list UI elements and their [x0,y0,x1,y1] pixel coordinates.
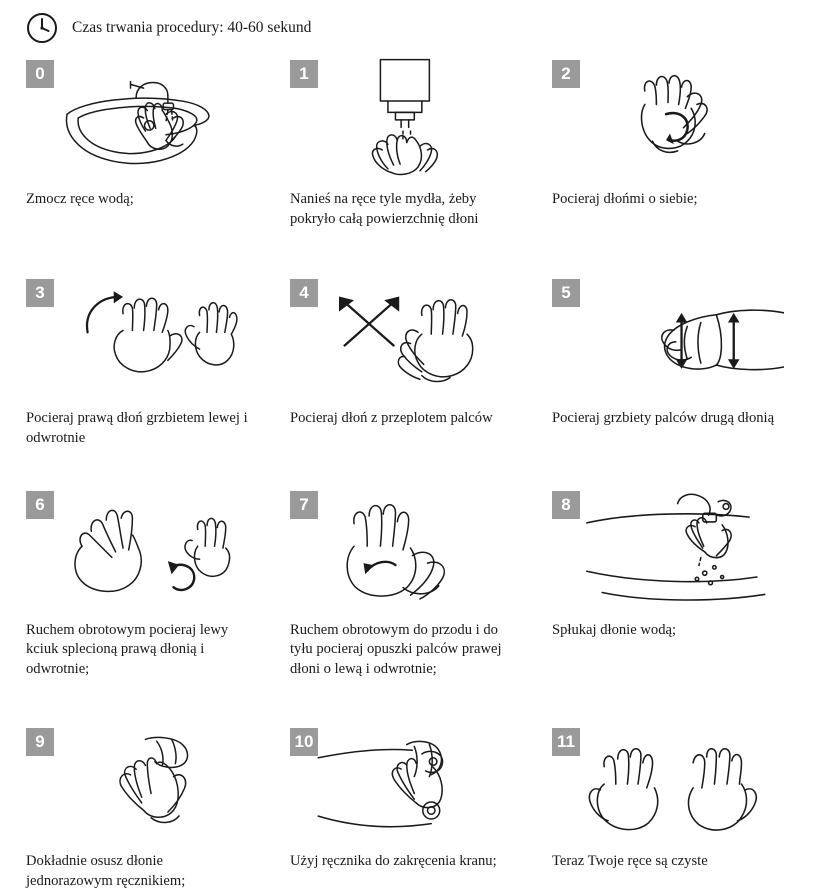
step-caption-3: Pocieraj prawą dłoń grzbietem lewej i odwrotnie [26,410,248,447]
step-illustration-1-wrap [290,56,516,182]
step-card-2 [534,56,802,229]
step-card-0 [0,56,268,229]
towel-close-tap-icon [290,724,516,848]
dry-hands-towel-icon [26,724,250,848]
step-illustration-0-wrap [26,56,250,182]
step-illustration-7-wrap [290,487,516,613]
step-caption-11: Teraz Twoje ręce są czyste [552,852,708,869]
step-card-11 [534,724,802,891]
soap-dispenser-icon [290,56,516,180]
step-illustration-4-wrap [290,275,516,401]
step-card-6 [0,487,268,680]
step-caption-9: Dokładnie osusz dłonie jednorazowym ręcznikiem; [26,852,186,889]
step-illustration-11-wrap [552,724,784,844]
step-badge-6: 6 [26,491,54,519]
step-illustration-6-wrap [26,487,250,613]
step-badge-3: 3 [26,279,54,307]
procedure-duration-text: Czas trwania procedury: 40-60 sekund [72,19,312,36]
step-illustration-9-wrap [26,724,250,844]
step-illustration-10-wrap [290,724,516,844]
rotational-thumb-icon [26,487,250,611]
step-caption-2: Pocieraj dłońmi o siebie; [552,191,698,207]
step-card-1 [268,56,534,229]
step-illustration-8-wrap [552,487,784,613]
fingertips-rotation-icon [290,487,516,611]
step-illustration-5-wrap [552,275,784,401]
step-caption-10: Użyj ręcznika do zakręcenia kranu; [290,852,497,869]
step-card-4 [268,275,534,448]
step-card-10 [268,724,534,891]
step-illustration-3-wrap [26,275,250,401]
step-caption-0: Zmocz ręce wodą; [26,191,134,207]
back-of-fingers-icon [552,275,784,399]
step-caption-8: Spłukaj dłonie wodą; [552,621,677,638]
clock-icon [26,12,58,44]
step-caption-5: Pocieraj grzbiety palców drugą dłonią [552,410,775,427]
step-caption-4: Pocieraj dłoń z przeplotem palców [290,410,493,427]
step-badge-2: 2 [552,60,580,88]
step-badge-10: 10 [290,728,318,756]
step-caption-1: Nanieś na ręce tyle mydła, żeby pokryło całą powierzchnię dłoni [290,191,479,227]
step-illustration-2-wrap [552,56,784,182]
step-caption-6: Ruchem obrotowym pocieraj lewy kciuk splecioną prawą dłonią i odwrotnie; [26,621,229,678]
palm-to-palm-icon [552,56,784,180]
step-card-9 [0,724,268,891]
clean-hands-icon [552,724,784,848]
header [26,12,311,44]
rinse-hands-icon [552,487,784,611]
step-badge-9: 9 [26,728,54,756]
step-badge-0: 0 [26,60,54,88]
step-badge-4: 4 [290,279,318,307]
steps-grid [0,56,820,891]
step-badge-5: 5 [552,279,580,307]
step-card-5 [534,275,802,448]
interlaced-fingers-icon [290,275,516,399]
step-caption-7: Ruchem obrotowym do przodu i do tyłu pocieraj opuszki palców prawej dłoni o lewą i odwrotnie; [290,621,502,678]
step-card-7 [268,487,534,680]
hands-under-faucet-icon [26,56,250,180]
step-badge-1: 1 [290,60,318,88]
step-card-8 [534,487,802,680]
step-card-3 [0,275,268,448]
step-badge-7: 7 [290,491,318,519]
palm-over-back-icon [26,275,250,399]
step-badge-11: 11 [552,728,580,756]
step-badge-8: 8 [552,491,580,519]
